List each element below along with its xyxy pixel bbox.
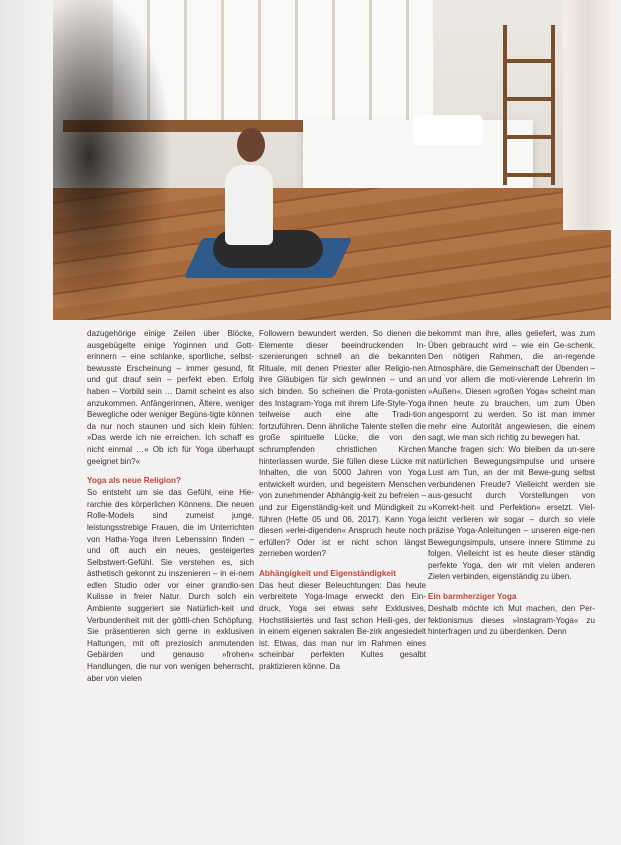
body-paragraph: bekommt man ihre, alles geliefert, was zum Üben gebraucht wird – wie ein Ge-schenk. Den nötigen Rahmen, die an-regende Atmosphäre, die Gemeinschaft der Übenden – und vor allem die moti-vierende Lehrerin im »Außen«. Diesen »großen Yoga« scheint man ihnen heute zu brauchen, um zum Üben angespornt zu werden. So ist man immer mehr eine Autorität angewiesen, die einem sagt, wie man sich richtig zu bewegen hat.: [428, 329, 595, 443]
photo-pillow: [413, 115, 483, 145]
text-column-3: [428, 328, 595, 638]
photo-foreground-blur: [53, 0, 173, 320]
photo-curtain: [563, 0, 611, 230]
section-heading: Abhängigkeit und Eigenständigkeit: [259, 568, 396, 578]
section-heading: Yoga als neue Religion?: [87, 476, 182, 486]
body-paragraph: So entsteht um sie das Gefühl, eine Hie-rarchie des körperlichen Könnens. Die neuen Rolle-Models sind zumeist junge, leistungsstrebige Frauen, die im Unterrichten von Hatha-Yoga ihren Lebenssinn finden – und oft auch ein neues, gesteigertes Selbstwert-Gefühl. Sie verstehen es, sich ästhetisch gekonnt zu inszenieren – in ei-nem edlen Studio oder vor einer grandio-sen Kulisse in freier Natur. Durch solch ein Ambiente suggeriert sie Natürlich-keit und Verbundenheit mit der göttli-chen Schöpfung. Sie präsentieren sich gerne in exklusiven Haltungen, mit oft preziosich anmutenden Gebärden und genauso »frohen« Handlungen, die nur von wenigen beherrscht, aber von vielen: [87, 488, 254, 683]
body-paragraph: Das heut dieser Beleuchtungen: Das heute verbreitete Yoga-Image erweckt den Ein-druck, Yoga sei etwas sehr Exklusives, Hochstilisiertes und fast schon Heili-ges, der in einem eigenen sakralen Be-zirk angesiedelt ist. Etwas, das man nur im Rahmen eines scheinbar perfekten Kultes gesalbt praktizieren könne. Da: [259, 580, 426, 672]
photo-ladder-shelf: [503, 25, 555, 185]
text-column-1: [87, 328, 254, 684]
section-heading: Ein barmherziger Yoga: [428, 592, 517, 602]
photo-person-head: [237, 128, 265, 162]
text-column-2: [259, 328, 426, 673]
photo-person-torso: [225, 165, 273, 245]
yoga-photo: [53, 0, 611, 320]
body-paragraph: dazugehörige einige Zeilen über Blöcke, ausgebügelte einige Yoginnen und Gott-erinnern – eine schlanke, sportliche, selbst-bewusste Erscheinung – immer gesund, fit und gut drauf sein – perfekt eben. Erfolg haben – Vorbild sein … Damit scheint es also anzukommen. Anfängerinnen, Ältere, weniger Bewegliche oder weniger Begüns-tigte können da nur noch staunen und sich klein fühlen: »Das werde ich nie erreichen. Ich schaff es nicht einmal …« Ob ich für Yoga überhaupt geeignet bin?«: [87, 329, 254, 466]
body-paragraph: Followern bewundert werden. So dienen die Elemente dieser beeindruckenden In-szenierungen schnell an die bekannten Rituale, mit denen Priester aller Religio-nen ihre Gläubigen für sich gewinnen – und an sich binden. So scheinen die Prota-gonisten des Instagram-Yoga mit ihrem Life-Style-Yoga teilweise auch eine alte Tradi-tion fortzuführen. Denn ähnliche Talente stellen die große spirituelle Lücke, die von den schrumpfenden christlichen Kirchen hinterlassen wurde. Sie füllen diese Lücke mit Inhalten, die von 5000 Jahren von Yoga entwickelt wurden, und begeistern Menschen von zunehmender Abhängig-keit zu befreien – und zur Eigenständig-keit und Mündigkeit zu führen (Hefte 05 und 06, 2017). Kann Yoga diesen »erlei-digenden« Anspruch heute noch erfüllen? Oder ist er nicht schon längst zerrieben worden?: [259, 329, 426, 559]
body-paragraph: Deshalb möchte ich Mut machen, den Per-fektionismus dieses »Instagram-Yoga« zu hinterfragen und zu überdenken. Denn: [428, 604, 595, 637]
body-paragraph: Manche fragen sich: Wo bleiben da un-sere natürlichen Bewegungsimpulse und unsere Lust am Tun, an der mit Bewe-gung selbst verbundenen Freude? Vielleicht werden sie aus-gesucht durch Vorstellungen von »Korrekt-heit und Perfektion« ersetzt. Viel-leicht verlieren wir sogar – durch so viele präzise Yoga-Anleitungen – unseren eige-nen Bewegungsimpuls, unsere innere Stimme zu folgen. Vielleicht ist es heute dieser ständig perfekte Yoga, den wir mit vielen anderen Zielen verbinden, eigenständig zu üben.: [428, 444, 595, 582]
page-margin: [0, 0, 50, 845]
